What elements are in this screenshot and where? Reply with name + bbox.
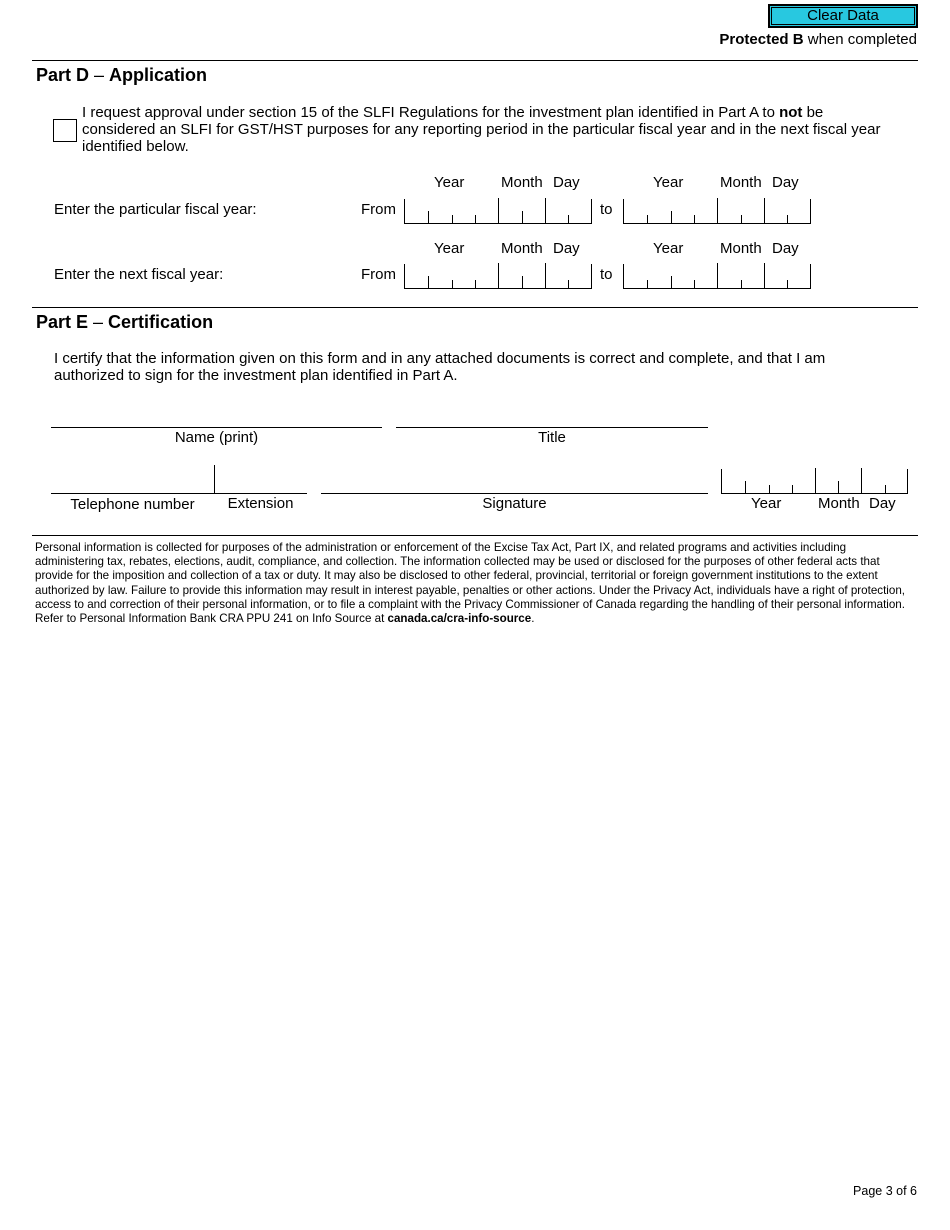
divider bbox=[32, 535, 918, 536]
divider bbox=[32, 60, 918, 61]
part-e-title: Part E bbox=[36, 312, 89, 332]
to-label-2: to bbox=[600, 266, 613, 283]
from-year-header: Year bbox=[434, 174, 465, 191]
approval-checkbox[interactable] bbox=[53, 119, 77, 142]
certification-text: I certify that the information given on this form and in any attached documents is correct and complete, and that I am authorized to sign for the investment plan identified in Part A. bbox=[54, 350, 826, 384]
title-field[interactable] bbox=[396, 427, 708, 428]
request-text-1: I request approval under section 15 of the SLFI Regulations for the investment plan identified in Part A to bbox=[82, 104, 780, 121]
phone-ext-separator bbox=[214, 465, 215, 494]
privacy-end: . bbox=[531, 612, 535, 626]
part-e-heading bbox=[36, 312, 213, 333]
to-month-header: Month bbox=[720, 174, 762, 191]
part-d-dash: – bbox=[89, 65, 110, 85]
extension-label: Extension bbox=[227, 495, 294, 512]
clear-data-button[interactable]: Clear Data bbox=[768, 4, 918, 28]
to-month-header-2: Month bbox=[720, 240, 762, 257]
from-label-2: From bbox=[361, 266, 396, 283]
part-d-heading bbox=[36, 65, 207, 86]
part-d-title: Part D bbox=[36, 65, 90, 85]
to-label: to bbox=[600, 201, 613, 218]
particular-from-date-field[interactable] bbox=[404, 199, 592, 224]
signature-field[interactable] bbox=[321, 493, 708, 494]
name-label: Name (print) bbox=[174, 429, 259, 446]
signature-label: Signature bbox=[482, 495, 547, 512]
to-year-header: Year bbox=[653, 174, 684, 191]
part-e-subtitle: Certification bbox=[108, 312, 214, 332]
to-day-header: Day bbox=[772, 174, 799, 191]
name-field[interactable] bbox=[51, 427, 382, 428]
particular-fiscal-year-label: Enter the particular fiscal year: bbox=[54, 201, 257, 218]
page-number: Page 3 of 6 bbox=[853, 1184, 917, 1198]
from-year-header-2: Year bbox=[434, 240, 465, 257]
from-day-header: Day bbox=[553, 174, 580, 191]
sig-day-label: Day bbox=[869, 495, 896, 512]
privacy-text: Personal information is collected for purposes of the administration or enforcement of the Excise Tax Act, Part IX, and related programs and activities including administering tax, rebates, elections, audit, compliance, and collection. The information collected may be used or disclosed for the purposes of other federal acts that provide for the imposition and collection of a tax or duty. It may also be disclosed to other federal, provincial, territorial or foreign government institutions to the extent authorized by law. Failure to provide this information may result in interest payable, penalties or other actions. Under the Privacy Act, individuals have a right of protection, access to and correction of their personal information, or to file a complaint with the Privacy Commissioner of Canada regarding the handling of their personal information. Refer to Personal Information Bank CRA PPU 241 on Info Source at bbox=[35, 541, 905, 626]
sig-year-label: Year bbox=[751, 495, 782, 512]
protected-notice bbox=[719, 31, 917, 48]
request-not: not bbox=[779, 104, 803, 121]
telephone-field[interactable] bbox=[51, 493, 214, 494]
telephone-label: Telephone number bbox=[70, 496, 195, 513]
protected-level: Protected B bbox=[719, 31, 804, 48]
from-label: From bbox=[361, 201, 396, 218]
approval-request-text bbox=[82, 104, 894, 155]
sig-month-label: Month bbox=[818, 495, 860, 512]
divider bbox=[32, 307, 918, 308]
next-fiscal-year-label: Enter the next fiscal year: bbox=[54, 266, 224, 283]
privacy-notice bbox=[35, 541, 915, 626]
part-d-subtitle: Application bbox=[109, 65, 208, 85]
from-month-header-2: Month bbox=[501, 240, 543, 257]
part-e-dash: – bbox=[88, 312, 109, 332]
protected-suffix: when completed bbox=[803, 31, 917, 48]
to-year-header-2: Year bbox=[653, 240, 684, 257]
from-month-header: Month bbox=[501, 174, 543, 191]
to-day-header-2: Day bbox=[772, 240, 799, 257]
extension-field[interactable] bbox=[214, 493, 307, 494]
title-label: Title bbox=[538, 429, 566, 446]
from-day-header-2: Day bbox=[553, 240, 580, 257]
info-source-link[interactable]: canada.ca/cra-info-source bbox=[387, 612, 532, 626]
signature-date-field[interactable] bbox=[721, 469, 908, 494]
request-text-2: be considered an SLFI for GST/HST purposes for any reporting period in the particular fiscal year and in the next fiscal year identified below. bbox=[82, 104, 881, 155]
next-to-date-field[interactable] bbox=[623, 264, 811, 289]
particular-to-date-field[interactable] bbox=[623, 199, 811, 224]
next-from-date-field[interactable] bbox=[404, 264, 592, 289]
